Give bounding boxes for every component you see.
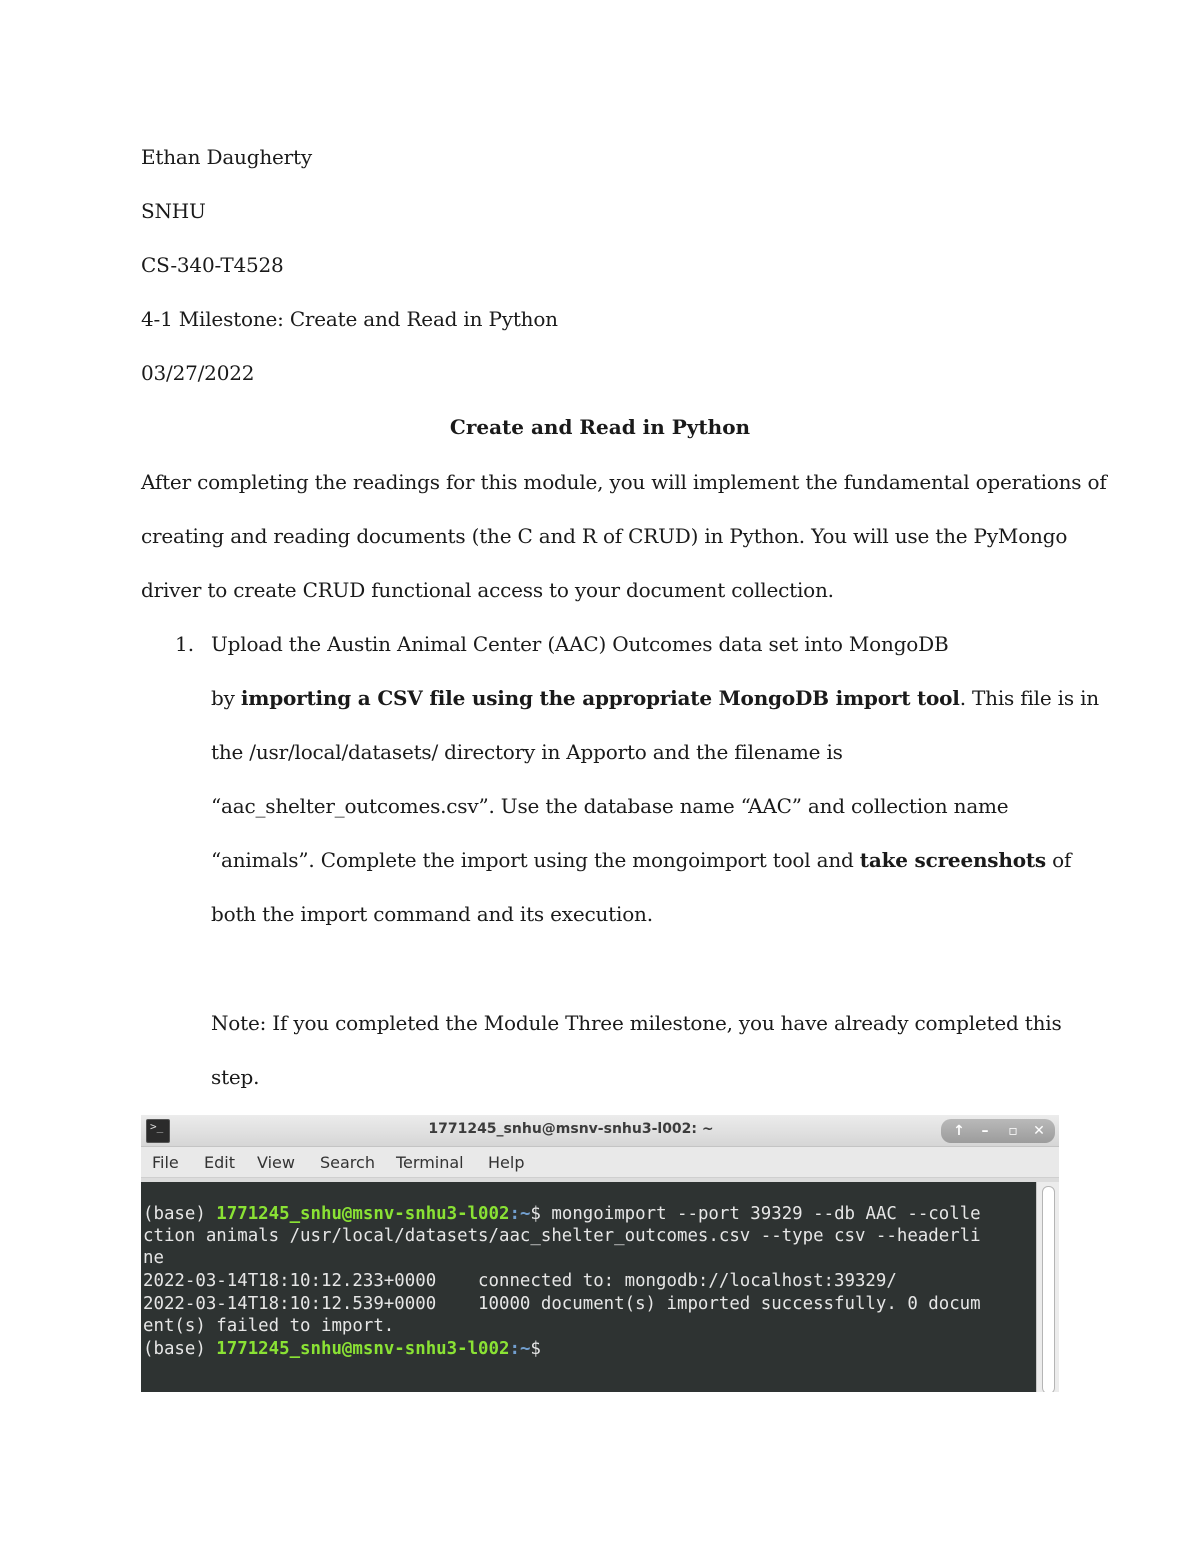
terminal-output[interactable] [141, 1182, 1037, 1392]
terminal-window-title: 1771245_snhu@msnv-snhu3-l002: ~ [428, 1121, 714, 1137]
author-name: Ethan Daugherty [141, 145, 312, 169]
step-number: 1. [175, 632, 195, 656]
terminal-scrollbar[interactable] [1036, 1182, 1059, 1392]
step-text: by [211, 686, 241, 710]
restore-icon[interactable]: ▫ [1008, 1123, 1018, 1139]
intro-line: After completing the readings for this module, you will implement the fundamental operations of [141, 470, 1107, 494]
terminal-line [143, 1203, 981, 1225]
step-line [211, 848, 1071, 872]
note-line: Note: If you completed the Module Three milestone, you have already completed this [211, 1011, 1062, 1035]
note-line: step. [211, 1065, 260, 1089]
scrollbar-thumb[interactable] [1042, 1186, 1055, 1392]
step-bold-text: importing a CSV file using the appropriate MongoDB import tool [240, 686, 960, 710]
step-text: “animals”. Complete the import using the mongoimport tool and [211, 848, 860, 872]
document-title: Create and Read in Python [449, 415, 751, 439]
command-text: mongoimport --port 39329 --db AAC --colle [551, 1204, 981, 1224]
menu-edit[interactable]: Edit [204, 1153, 235, 1172]
menu-file[interactable]: File [152, 1153, 179, 1172]
prompt-env: (base) [143, 1204, 217, 1224]
terminal-line: 2022-03-14T18:10:12.233+0000 connected to: mongodb://localhost:39329/ [143, 1271, 897, 1291]
menu-help[interactable]: Help [488, 1153, 525, 1172]
document-date: 03/27/2022 [141, 361, 255, 385]
prompt-env: (base) [143, 1339, 217, 1359]
terminal-menubar [141, 1147, 1059, 1178]
school-name: SNHU [141, 199, 206, 223]
step-line: both the import command and its execution. [211, 902, 653, 926]
terminal-line: ent(s) failed to import. [143, 1316, 395, 1336]
terminal-line: ction animals /usr/local/datasets/aac_shelter_outcomes.csv --type csv --headerli [143, 1226, 981, 1246]
intro-line: creating and reading documents (the C and R of CRUD) in Python. You will use the PyMongo [141, 524, 1068, 548]
maximize-up-icon[interactable]: ↑ [953, 1123, 965, 1139]
prompt-path: :~ [509, 1339, 531, 1359]
step-bold-text: take screenshots [859, 848, 1046, 872]
terminal-line: 2022-03-14T18:10:12.539+0000 10000 document(s) imported successfully. 0 docum [143, 1294, 981, 1314]
step-text: . This file is in [959, 686, 1099, 710]
step-text: of [1045, 848, 1072, 872]
terminal-line: ne [143, 1248, 164, 1268]
close-icon[interactable]: ✕ [1033, 1123, 1045, 1139]
window-controls [941, 1119, 1055, 1143]
menu-view[interactable]: View [257, 1153, 295, 1172]
step-line: “aac_shelter_outcomes.csv”. Use the database name “AAC” and collection name [211, 794, 1009, 818]
terminal-app-icon: >_ [146, 1119, 170, 1143]
prompt-symbol: $ [530, 1339, 552, 1359]
terminal-screenshot [141, 1115, 1059, 1392]
prompt-user: 1771245_snhu@msnv-snhu3-l002 [216, 1339, 510, 1359]
assignment-name: 4-1 Milestone: Create and Read in Python [141, 307, 558, 331]
step-line: the /usr/local/datasets/ directory in Apporto and the filename is [211, 740, 843, 764]
step-line: Upload the Austin Animal Center (AAC) Outcomes data set into MongoDB [211, 632, 949, 656]
minimize-icon[interactable]: – [981, 1123, 989, 1139]
course-code: CS-340-T4528 [141, 253, 284, 277]
prompt-path: :~ [509, 1204, 531, 1224]
step-line [211, 686, 1099, 710]
menu-terminal[interactable]: Terminal [396, 1153, 464, 1172]
prompt-symbol: $ [530, 1204, 552, 1224]
terminal-line [143, 1338, 551, 1360]
intro-line: driver to create CRUD functional access to your document collection. [141, 578, 834, 602]
terminal-titlebar [141, 1115, 1059, 1147]
menu-search[interactable]: Search [320, 1153, 375, 1172]
prompt-user: 1771245_snhu@msnv-snhu3-l002 [216, 1204, 510, 1224]
